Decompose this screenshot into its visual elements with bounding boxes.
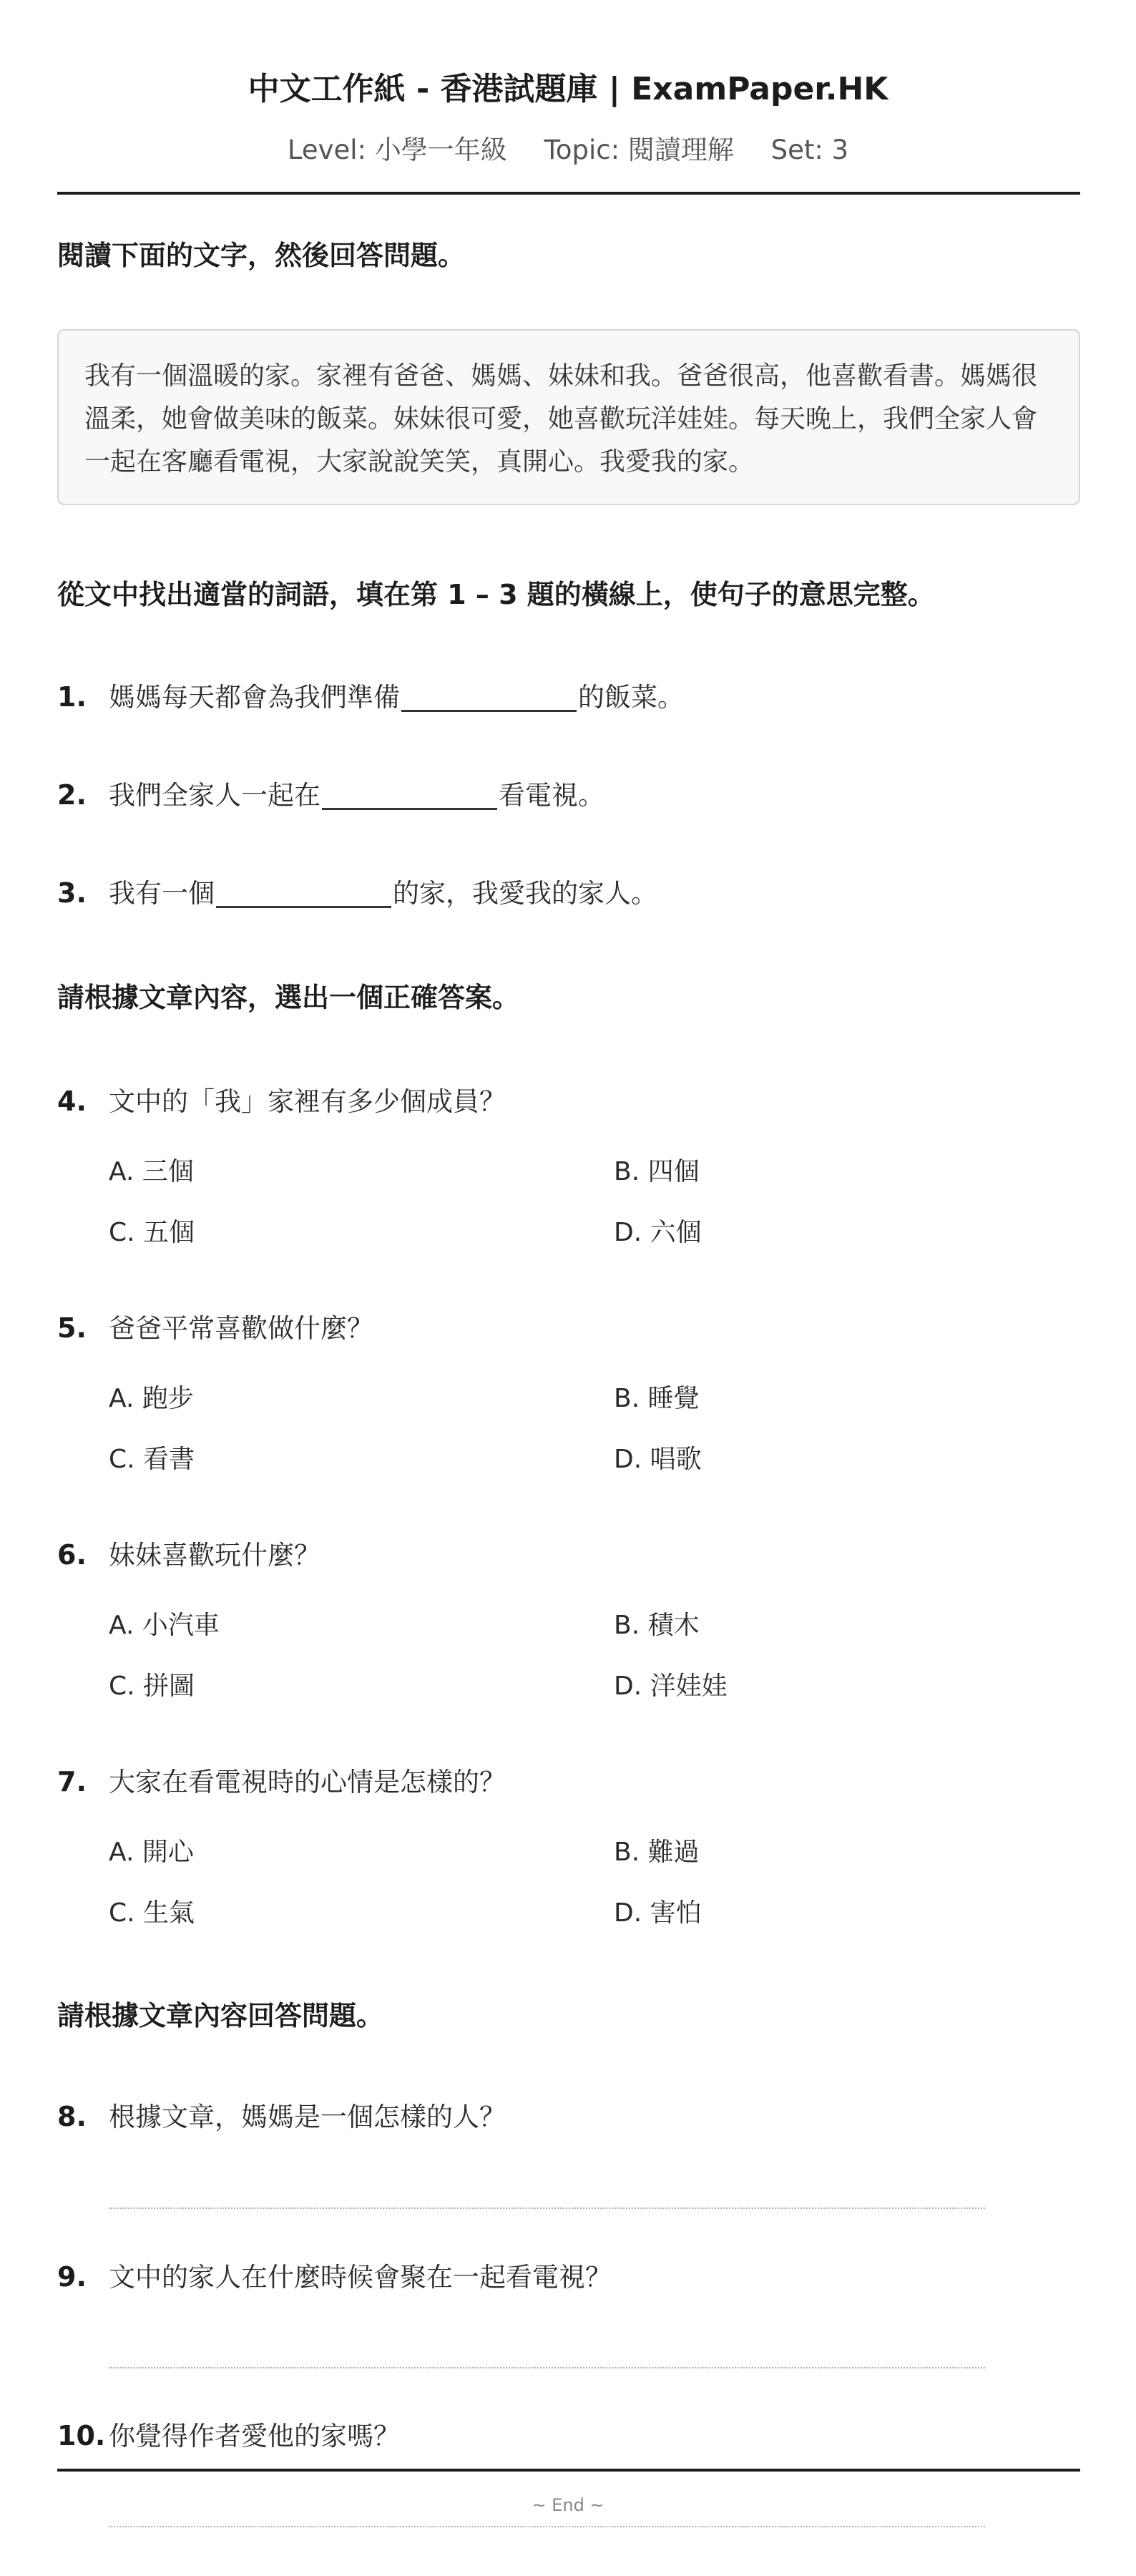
option-d[interactable]: D. 害怕: [614, 1898, 702, 1928]
question-7: [57, 1762, 1080, 1802]
question-number: 4.: [57, 1085, 87, 1117]
option-c[interactable]: C. 生氣: [109, 1898, 195, 1928]
option-c[interactable]: C. 拼圖: [109, 1672, 195, 1701]
level-label: Level: 小學一年級: [287, 135, 507, 165]
option-c[interactable]: C. 看書: [109, 1445, 195, 1474]
question-number: 2.: [57, 779, 87, 811]
question-number: 1.: [57, 681, 87, 713]
question-text: 爸爸平常喜歡做什麼？: [109, 1313, 373, 1344]
question-text: 文中的「我」家裡有多少個成員？: [109, 1086, 506, 1117]
answer-line-8[interactable]: [109, 2207, 985, 2209]
question-10: [57, 2416, 1080, 2456]
option-d[interactable]: D. 唱歌: [614, 1445, 702, 1474]
header-divider: [57, 192, 1080, 195]
question-text: 妹妹喜歡玩什麼？: [109, 1540, 320, 1571]
section2-instruction: 從文中找出適當的詞語，填在第 1 – 3 題的橫線上，使句子的意思完整。: [57, 579, 935, 610]
question-5: [57, 1309, 1080, 1348]
question-2: [57, 776, 1080, 815]
question-text: 根據文章，媽媽是一個怎樣的人？: [109, 2102, 506, 2132]
option-b[interactable]: B. 四個: [614, 1157, 700, 1186]
topic-label: Topic: 閱讀理解: [544, 135, 734, 165]
fill-blank-1[interactable]: [401, 681, 577, 712]
question-number: 9.: [57, 2261, 87, 2293]
fill-blank-2[interactable]: [322, 779, 497, 810]
question-number: 5.: [57, 1312, 87, 1344]
question-text-after: 的飯菜。: [578, 682, 684, 713]
question-number: 8.: [57, 2101, 87, 2132]
section3-instruction: 請根據文章內容，選出一個正確答案。: [57, 982, 520, 1013]
question-text: 文中的家人在什麼時候會聚在一起看電視？: [109, 2262, 612, 2293]
option-d[interactable]: D. 六個: [614, 1218, 702, 1247]
set-label: Set: 3: [770, 135, 849, 165]
option-a[interactable]: A. 開心: [109, 1838, 194, 1867]
fill-blank-3[interactable]: [216, 877, 391, 908]
question-4: [57, 1082, 1080, 1121]
option-a[interactable]: A. 小汽車: [109, 1611, 220, 1640]
question-number: 7.: [57, 1766, 87, 1797]
question-3: [57, 874, 1080, 913]
end-marker: ~ End ~: [532, 2495, 604, 2515]
page-title: 中文工作紙 - 香港試題庫 | ExamPaper.HK: [248, 71, 888, 107]
option-c[interactable]: C. 五個: [109, 1218, 195, 1247]
reading-passage: 我有一個溫暖的家。家裡有爸爸、媽媽、妹妹和我。爸爸很高，他喜歡看書。媽媽很溫柔，她會做美味的飯菜。妹妹很可愛，她喜歡玩洋娃娃。每天晚上，我們全家人會一起在客廳看電視，大家說說笑笑，真開心。我愛我的家。: [57, 329, 1080, 505]
question-8: [57, 2097, 1080, 2137]
question-number: 3.: [57, 877, 87, 909]
question-text-before: 媽媽每天都會為我們準備: [109, 682, 400, 713]
question-text: 你覺得作者愛他的家嗎？: [109, 2421, 400, 2451]
footer-divider: [57, 2469, 1080, 2472]
option-a[interactable]: A. 三個: [109, 1157, 194, 1186]
question-text-before: 我有一個: [109, 878, 215, 909]
question-6: [57, 1536, 1080, 1575]
question-number: 10.: [57, 2420, 106, 2451]
worksheet-meta: [0, 132, 1136, 168]
question-text-after: 的家，我愛我的家人。: [393, 878, 657, 909]
option-a[interactable]: A. 跑步: [109, 1384, 194, 1413]
option-b[interactable]: B. 難過: [614, 1838, 700, 1867]
question-text-before: 我們全家人一起在: [109, 780, 320, 811]
answer-line-9[interactable]: [109, 2367, 985, 2368]
question-text: 大家在看電視時的心情是怎樣的？: [109, 1767, 506, 1797]
section4-instruction: 請根據文章內容回答問題。: [57, 2000, 384, 2031]
option-b[interactable]: B. 積木: [614, 1611, 700, 1640]
question-1: [57, 678, 1080, 717]
section1-instruction: 閱讀下面的文字，然後回答問題。: [57, 240, 466, 271]
answer-line-10[interactable]: [109, 2526, 985, 2527]
question-number: 6.: [57, 1539, 87, 1571]
question-9: [57, 2258, 1080, 2297]
question-text-after: 看電視。: [499, 780, 604, 811]
option-b[interactable]: B. 睡覺: [614, 1384, 700, 1413]
option-d[interactable]: D. 洋娃娃: [614, 1672, 728, 1701]
